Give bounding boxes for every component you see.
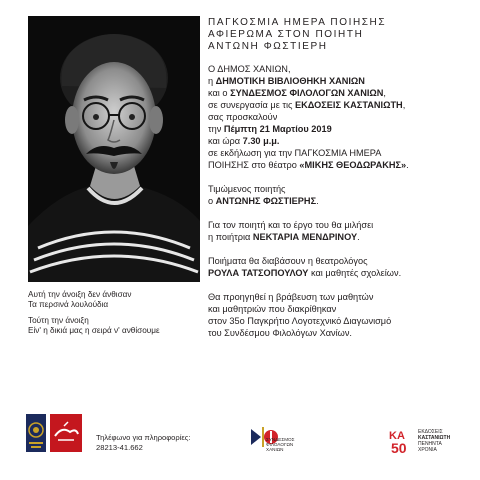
honoree-label: Τιμώμενος ποιητής xyxy=(208,184,286,194)
header-line-1: ΠΑΓΚΟΣΜΙΑ ΗΜΕΡΑ ΠΟΙΗΣΗΣ xyxy=(208,17,387,28)
filologon-logo-line: ΦΙΛΟΛΟΓΩΝ xyxy=(266,442,294,448)
invite-municipality: Ο ΔΗΜΟΣ ΧΑΝΙΩΝ, xyxy=(208,64,291,74)
invite-publisher-line xyxy=(208,100,405,111)
header-line-2: ΑΦΙΕΡΩΜΑ ΣΤΟΝ ΠΟΙΗΤΗ xyxy=(208,29,364,40)
poem-line-4: Είν' η δικιά μας η σειρά ν' ανθίσουμε xyxy=(28,326,160,335)
honoree-name: ΑΝΤΩΝΗΣ ΦΩΣΤΙΕΡΗΣ xyxy=(215,196,317,206)
kastanioti-logo-line: ΧΡΟΝΙΑ xyxy=(418,447,437,453)
invite-text: σε συνεργασία με τις xyxy=(208,100,296,110)
publisher-name: ΕΚΔΟΣΕΙΣ ΚΑΣΤΑΝΙΩΤΗ xyxy=(295,100,403,110)
invite-text: , xyxy=(402,100,406,110)
venue-name: «ΜΙΚΗΣ ΘΕΟΔΩΡΑΚΗΣ» xyxy=(299,160,407,170)
invite-date-line xyxy=(208,124,332,135)
speaker-line-2 xyxy=(208,232,360,243)
event-time: 7.30 μ.μ. xyxy=(242,136,280,146)
invite-time-line xyxy=(208,136,279,147)
contact-phone: 28213-41.662 xyxy=(96,443,143,452)
kastanioti-emblem-icon xyxy=(387,425,421,455)
kastanioti-logo xyxy=(387,425,421,455)
kastanioti-logo-text xyxy=(418,429,450,453)
awards-line-2: και μαθητριών που διακρίθηκαν xyxy=(208,304,337,314)
honoree-line xyxy=(208,196,319,207)
poem-line-3: Τούτη την άνοιξη xyxy=(28,316,89,325)
filologon-logo-line: ΣΥΝΔΕΣΜΟΣ xyxy=(266,437,295,442)
honoree-text: . xyxy=(316,196,319,206)
invite-text: ΠΟΙΗΣΗΣ στο θέατρο xyxy=(208,160,300,170)
association-name: ΣΥΝΔΕΣΜΟΣ ΦΙΛΟΛΟΓΩΝ ΧΑΝΙΩΝ xyxy=(230,88,384,98)
speaker-text: . xyxy=(357,232,360,242)
invite-text: και ο xyxy=(208,88,231,98)
event-date: Πέμπτη 21 Μαρτίου 2019 xyxy=(223,124,332,134)
library-logo xyxy=(50,414,82,452)
poem-line-1: Αυτή την άνοιξη δεν άνθισαν xyxy=(28,290,132,299)
awards-line-4: του Συνδέσμου Φιλολόγων Χανίων. xyxy=(208,328,352,338)
invite-text: , xyxy=(383,88,386,98)
municipality-logo xyxy=(26,414,46,452)
invite-invites: σας προσκαλούν xyxy=(208,112,278,122)
reading-line-1: Ποιήματα θα διαβάσουν η θεατρολόγος xyxy=(208,256,368,266)
poet-portrait-illustration xyxy=(28,16,200,282)
filologon-logo-line: ΧΑΝΙΩΝ xyxy=(266,447,284,453)
filologon-logo-text xyxy=(266,437,294,453)
kastanioti-logo-line: ΠΕΝΗΝΤΑ xyxy=(418,441,442,447)
kastanioti-mark-bottom: 50 xyxy=(391,440,407,455)
reading-text: και μαθητές σχολείων. xyxy=(308,268,402,278)
speaker-text: η ποιήτρια xyxy=(208,232,253,242)
library-name: ΔΗΜΟΤΙΚΗ ΒΙΒΛΙΟΘΗΚΗ ΧΑΝΙΩΝ xyxy=(215,76,365,86)
reading-line-2 xyxy=(208,268,401,279)
kastanioti-logo-line: ΕΚΔΟΣΕΙΣ xyxy=(418,429,443,435)
contact-label: Τηλέφωνο για πληροφορίες: xyxy=(96,433,191,442)
honoree-text: ο xyxy=(208,196,216,206)
invite-text: . xyxy=(406,160,409,170)
speaker-name: ΝΕΚΤΑΡΙΑ ΜΕΝΔΡΙΝΟΥ xyxy=(252,232,358,242)
invite-text: η xyxy=(208,76,216,86)
header-line-3: ΑΝΤΩΝΗ ΦΩΣΤΙΕΡΗ xyxy=(208,41,328,52)
awards-line-3: στον 35ο Παγκρήτιο Λογοτεχνικό Διαγωνισμό xyxy=(208,316,392,326)
poet-portrait xyxy=(28,16,200,282)
awards-line-1: Θα προηγηθεί η βράβευση των μαθητών xyxy=(208,292,374,302)
invite-association-line xyxy=(208,88,386,99)
invite-venue-line xyxy=(208,160,409,171)
invite-text: και ώρα xyxy=(208,136,243,146)
invite-text: την xyxy=(208,124,224,134)
kastanioti-logo-line: ΚΑΣΤΑΝΙΩΤΗ xyxy=(418,435,451,441)
speaker-line-1: Για τον ποιητή και το έργο του θα μιλήσει xyxy=(208,220,374,230)
kastanioti-mark-top: ΚΑ xyxy=(389,430,405,442)
reader-name: ΡΟΥΛΑ ΤΑΤΣΟΠΟΥΛΟΥ xyxy=(208,268,309,278)
poem-line-2: Τα περσινά λουλούδια xyxy=(28,300,109,309)
invite-library-line xyxy=(208,76,365,87)
invite-event-line: σε εκδήλωση για την ΠΑΓΚΟΣΜΙΑ ΗΜΕΡΑ xyxy=(208,148,382,158)
library-emblem-icon xyxy=(50,414,82,452)
municipality-emblem-icon xyxy=(26,414,46,452)
